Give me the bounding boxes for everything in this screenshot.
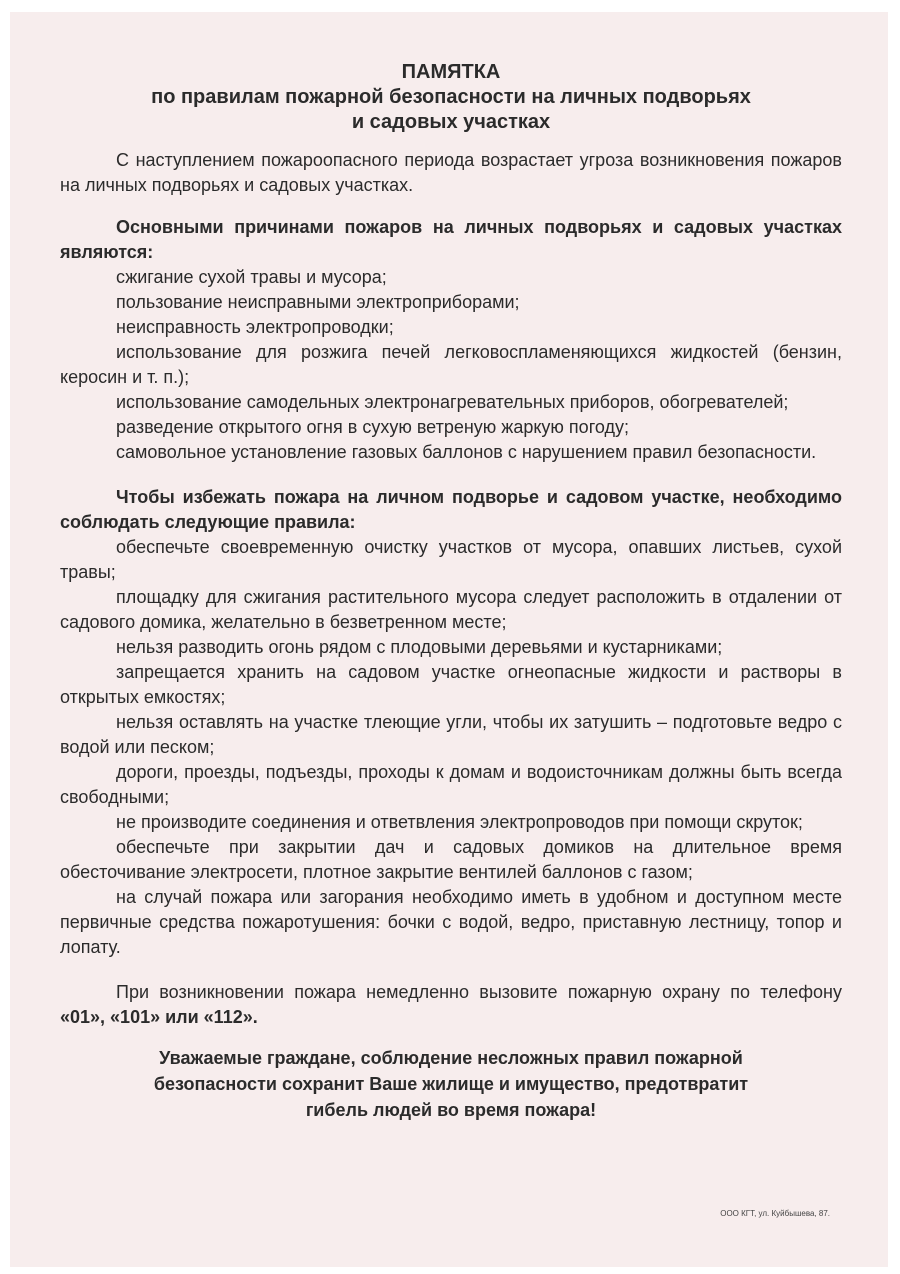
causes-list [60, 265, 842, 465]
list-item: дороги, проезды, подъезды, проходы к домам и водоисточникам должны быть всегда свободными; [60, 762, 842, 807]
printer-imprint: ООО КГТ, ул. Куйбышева, 87. [720, 1209, 830, 1218]
list-item: сжигание сухой травы и мусора; [116, 267, 387, 287]
closing-appeal [60, 1045, 842, 1123]
list-item: пользование неисправными электроприборами; [116, 292, 520, 312]
emergency-paragraph [60, 980, 842, 1030]
list-item: не производите соединения и ответвления электропроводов при помощи скруток; [116, 812, 803, 832]
list-item: обеспечьте при закрытии дач и садовых домиков на длительное время обесточивание электросети, плотное закрытие вентилей баллонов с газом; [60, 837, 842, 882]
list-item: нельзя оставлять на участке тлеющие угли, чтобы их затушить – подготовьте ведро с водой или песком; [60, 712, 842, 757]
list-item: на случай пожара или загорания необходимо иметь в удобном и доступном месте первичные средства пожаротушения: бочки с водой, ведро, приставную лестницу, топор и лопату. [60, 887, 842, 957]
rules-heading: Чтобы избежать пожара на личном подворье и садовом участке, необходимо соблюдать следующие правила: [60, 487, 842, 532]
causes-heading: Основными причинами пожаров на личных подворьях и садовых участках являются: [60, 217, 842, 262]
title-subtitle-line-2: и садовых участках [351, 111, 551, 133]
list-item: запрещается хранить на садовом участке огнеопасные жидкости и растворы в открытых емкостях; [60, 662, 842, 707]
document-sheet [10, 12, 888, 1267]
emergency-text: При возникновении пожара немедленно вызовите пожарную охрану по телефону [116, 982, 842, 1002]
list-item: площадку для сжигания растительного мусора следует расположить в отдалении от садового домика, желательно в безветренном месте; [60, 587, 842, 632]
closing-line-3: гибель людей во время пожара! [305, 1100, 597, 1120]
rules-list [60, 535, 842, 960]
list-item: неисправность электропроводки; [116, 317, 394, 337]
title-main: ПАМЯТКА [401, 61, 501, 83]
document-content [60, 60, 842, 1123]
intro-paragraph: С наступлением пожароопасного периода возрастает угроза возникновения пожаров на личных подворьях и садовых участках. [60, 150, 842, 195]
emergency-phone-numbers: «01», «101» или «112». [60, 1007, 258, 1027]
list-item: разведение открытого огня в сухую ветреную жаркую погоду; [116, 417, 629, 437]
closing-line-1: Уважаемые граждане, соблюдение несложных правил пожарной [159, 1048, 743, 1068]
list-item: использование самодельных электронагревательных приборов, обогревателей; [116, 392, 789, 412]
closing-line-2: безопасности сохранит Ваше жилище и имущество, предотвратит [153, 1074, 749, 1094]
list-item: самовольное установление газовых баллонов с нарушением правил безопасности. [116, 442, 817, 462]
list-item: нельзя разводить огонь рядом с плодовыми деревьями и кустарниками; [116, 637, 723, 657]
document-title [60, 60, 842, 135]
title-subtitle-line-1: по правилам пожарной безопасности на личных подворьях [151, 86, 751, 108]
list-item: использование для розжига печей легковоспламеняющихся жидкостей (бензин, керосин и т. п.); [60, 342, 842, 387]
list-item: обеспечьте своевременную очистку участков от мусора, опавших листьев, сухой травы; [60, 537, 842, 582]
